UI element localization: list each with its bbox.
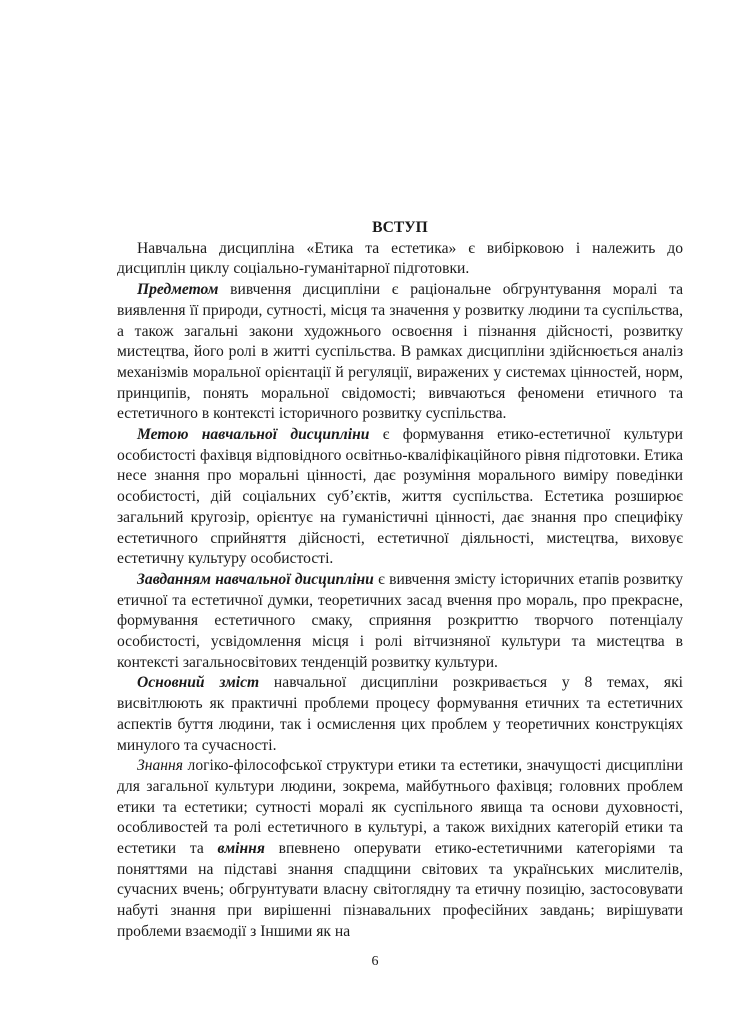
goal-text: є формування етико-естетичної культури особистості фахівця відповідного освітньо-кваліфікаційного рівня підготовки. Етика несе знання про моральні цінності, дає розуміння морального виміру поведінки особистості, дій соціальних суб’єктів, життя суспільства. Естетика розширює загальний кругозір, орієнтує на гуманістичні цінності, дає знання про специфіку естетичного сприйняття дійсності, естетичної діяльності, мистецтва, виховує естетичну культуру особистості. [117, 426, 683, 568]
subject-text: вивчення дисципліни є раціональне обгрунтування моралі та виявлення її природи, сутності, місця та значення у розвитку людини та суспільства, а також загальні закони художнього освоєння і пізнання дійсності, розвитку мистецтва, його ролі в житті суспільства. В рамках дисципліни здійснюється аналіз механізмів моральної орієнтації й регуляції, виражених у системах цінностей, норм, принципів, понять моральної свідомості; вивчаються феномени етичного та естетичного в контексті історичного розвитку суспільства. [117, 281, 683, 423]
goal-paragraph [117, 425, 683, 570]
content-text: навчальної дисципліни розкривається у 8 темах, які висвітлюють як практичні проблеми процесу формування етичних та естетичних аспектів буття людини, так і осмислення цих проблем у теоретичних конструкціях минулого та сучасності. [117, 674, 684, 754]
content-lead: Основний зміст [137, 674, 260, 692]
skills-lead: вміння [217, 840, 265, 858]
intro-paragraph [117, 239, 683, 280]
goal-lead: Метою навчальної дисципліни [137, 426, 370, 444]
task-lead: Завданням навчальної дисципліни [137, 570, 374, 588]
skills-text: впевнено оперувати етико-естетичними категоріями та поняттями на підставі знання спадщини світових та українських мислителів, сучасних вчень; обгрунтувати власну світоглядну та етичну позицію, застосовувати набуті знання при вирішенні пізнавальних професійних завдань; вирішувати проблеми взаємодії з Іншими як на [117, 840, 683, 940]
page-number: 6 [371, 954, 379, 969]
subject-paragraph [117, 280, 683, 425]
document-body [117, 218, 683, 943]
task-paragraph [117, 570, 683, 674]
content-paragraph [117, 673, 683, 756]
intro-text: Навчальна дисципліна «Етика та естетика» є вибірковою і належить до дисциплін циклу соціально-гуманітарної підготовки. [117, 239, 683, 278]
knowledge-paragraph [117, 756, 683, 942]
task-text: є вивчення змісту історичних етапів розвитку етичної та естетичної думки, теоретичних засад вчення про мораль, про прекрасне, формування естетичного смаку, сприяння розкриттю творчого потенціалу особистості, усвідомлення місця і ролі вітчизняної культури та мистецтва в контексті загальносвітових тенденцій розвитку культури. [117, 570, 683, 671]
knowledge-lead: Знання [137, 757, 183, 775]
subject-lead: Предметом [137, 281, 219, 299]
knowledge-text: логіко-філософської структури етики та естетики, значущості дисципліни для загальної культури людини, зокрема, майбутнього фахівця; головних проблем етики та естетики; сутності моралі як суспільного явища та основи духовності, особливостей та ролі естетичного в культурі, а також вихідних категорій етики та естетики та [117, 757, 683, 858]
section-title: ВСТУП [372, 219, 428, 236]
